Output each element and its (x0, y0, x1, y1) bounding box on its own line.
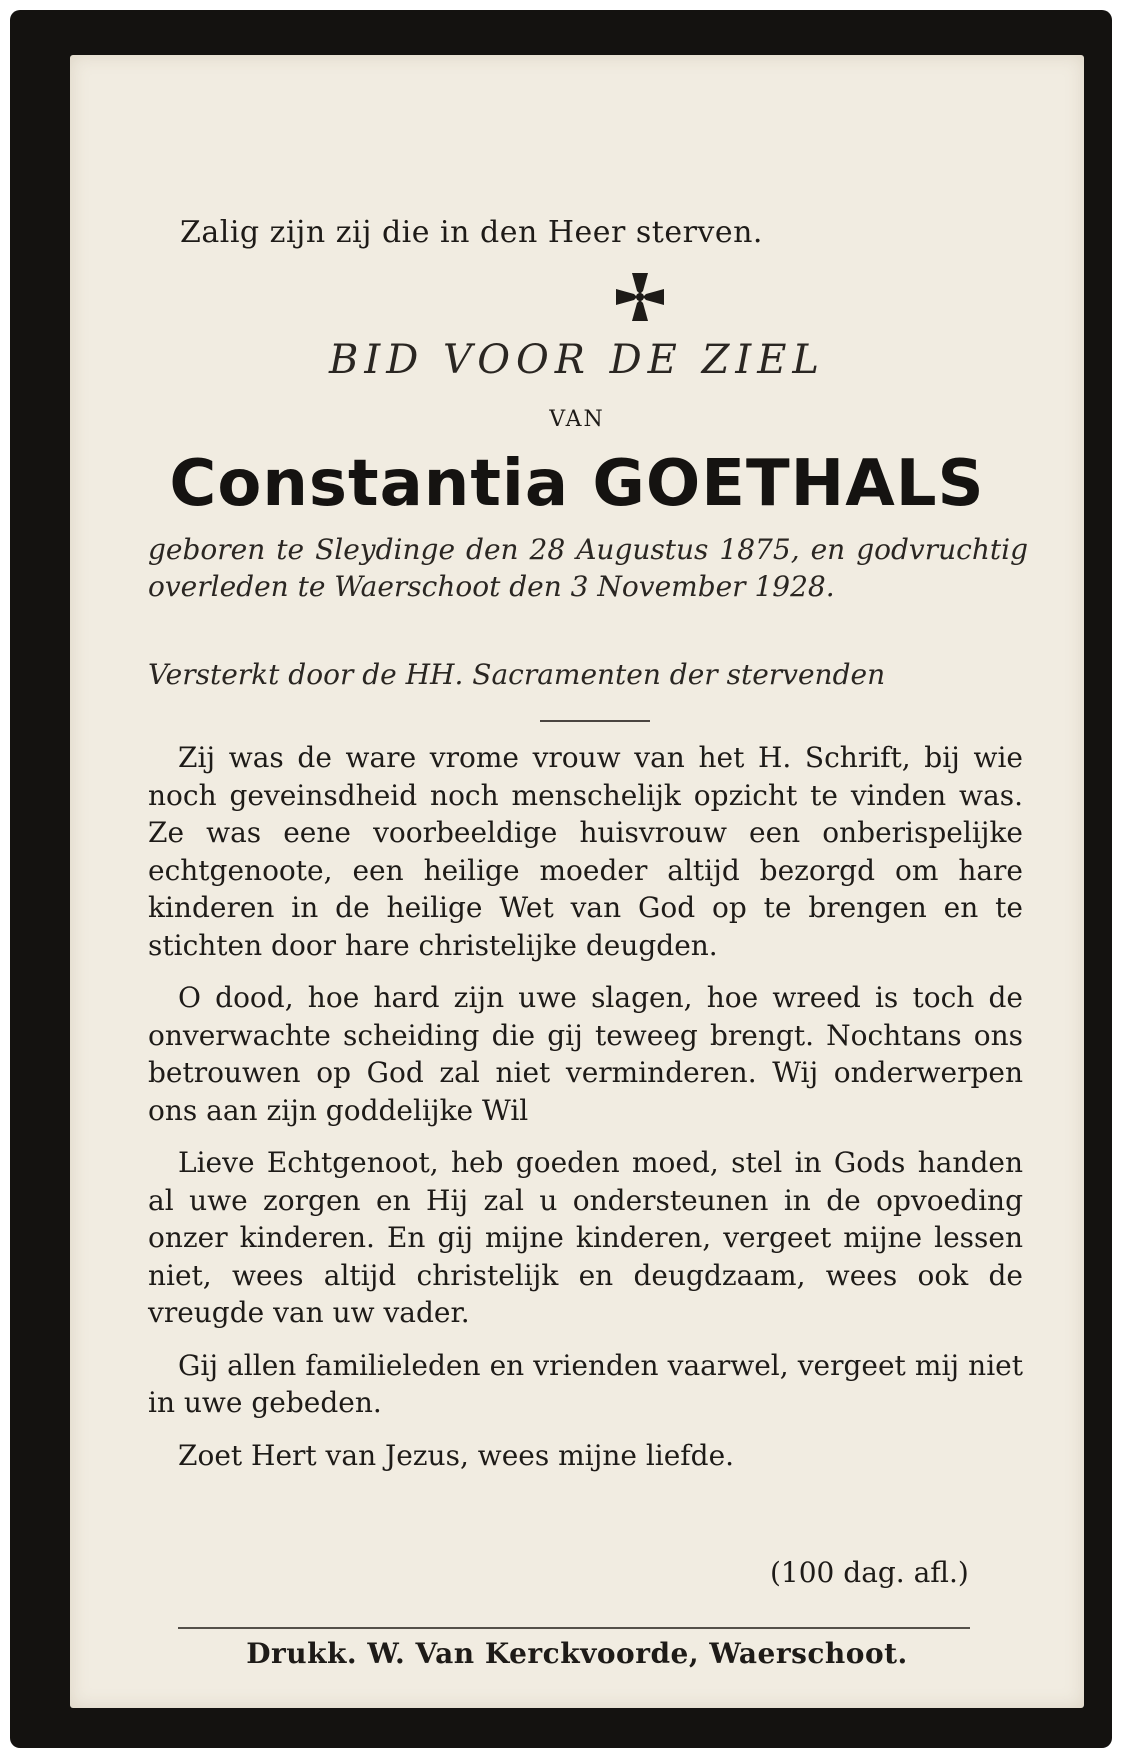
prayer-heading: BID VOOR DE ZIEL (329, 337, 825, 383)
memorial-card (10, 10, 1112, 1748)
paragraph-death: O dood, hoe hard zijn uwe slagen, hoe wreed is toch de onverwachte scheiding die gij teweeg brengt. Nochtans ons betrouwen op God zal niet verminderen. Wij onderwerpen ons aan zijn goddelijke Wil (148, 981, 1023, 1127)
van-label: VAN (549, 407, 605, 432)
body-text (148, 739, 1023, 1489)
motto: Zalig zijn zij die in den Heer sterven. (180, 215, 763, 250)
sacraments-text: Versterkt door de HH. Sacramenten der stervenden (148, 658, 886, 691)
printer-credit: Drukk. W. Van Kerckvoorde, Waerschoot. (246, 1637, 908, 1670)
section-divider (540, 720, 650, 722)
indulgence-note: (100 dag. afl.) (770, 1556, 969, 1589)
paragraph-virtue: Zij was de ware vrome vrouw van het H. Schrift, bij wie noch geveinsdheid noch menschelijk opzicht te vinden was. Ze was eene voorbeeldige huisvrouw een onberispelijke echtgenoote, een heilige moeder altijd bezorgd om hare kinderen in de heilige Wet van God op te brengen en te stichten door hare christelijke deugden. (148, 741, 1023, 962)
bottom-divider (178, 1627, 970, 1629)
deceased-name: Constantia GOETHALS (169, 447, 985, 521)
paragraph-farewell: Gij allen familieleden en vrienden vaarwel, vergeet mij niet in uwe gebeden. (148, 1348, 1023, 1419)
birth-death-text: geboren te Sleydinge den 28 Augustus 1875, en godvruchtig overleden te Waerschoot den 3 November 1928. (148, 533, 1028, 603)
paragraph-spouse: Lieve Echtgenoot, heb goeden moed, stel in Gods handen al uwe zorgen en Hij zal u ondersteunen in de opvoeding onzer kinderen. En gij mijne kinderen, vergeet mijne lessen niet, wees altijd christelijk en deugdzaam, wees ook de vreugde van uw vader. (148, 1146, 1023, 1329)
cross-pattee-icon (614, 271, 666, 323)
paragraph-sacred-heart: Zoet Hert van Jezus, wees mijne liefde. (178, 1438, 735, 1472)
card-paper (70, 55, 1084, 1708)
